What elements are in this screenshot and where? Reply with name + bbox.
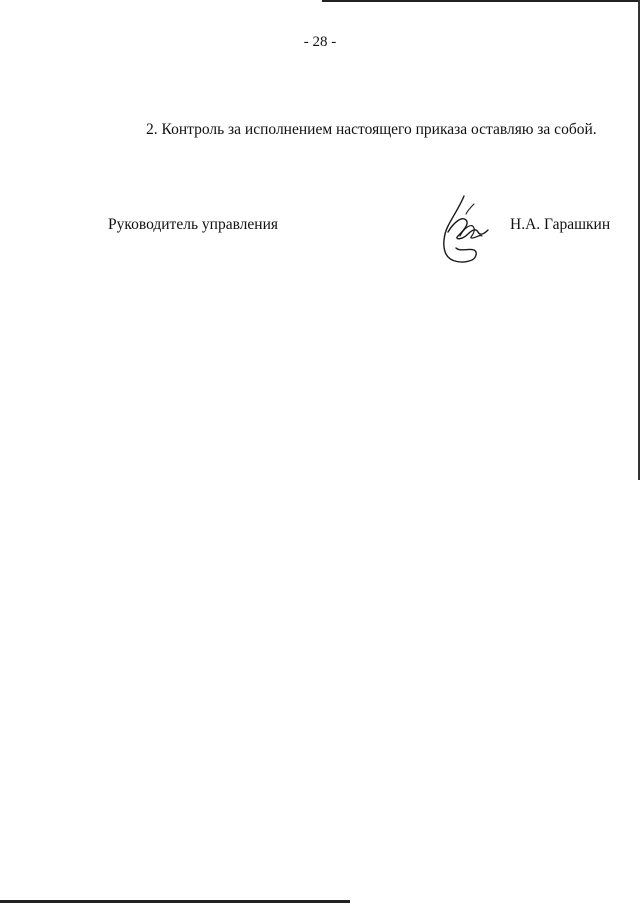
scan-border-bottom — [0, 900, 350, 903]
page-number: - 28 - — [303, 34, 337, 50]
signer-title: Руководитель управления — [108, 216, 279, 233]
scan-border-top — [322, 0, 640, 2]
signer-name: Н.А. Гарашкин — [510, 216, 611, 233]
order-clause-2: 2. Контроль за исполнением настоящего приказа оставляю за собой. — [146, 121, 597, 138]
handwritten-signature-icon — [432, 192, 494, 266]
